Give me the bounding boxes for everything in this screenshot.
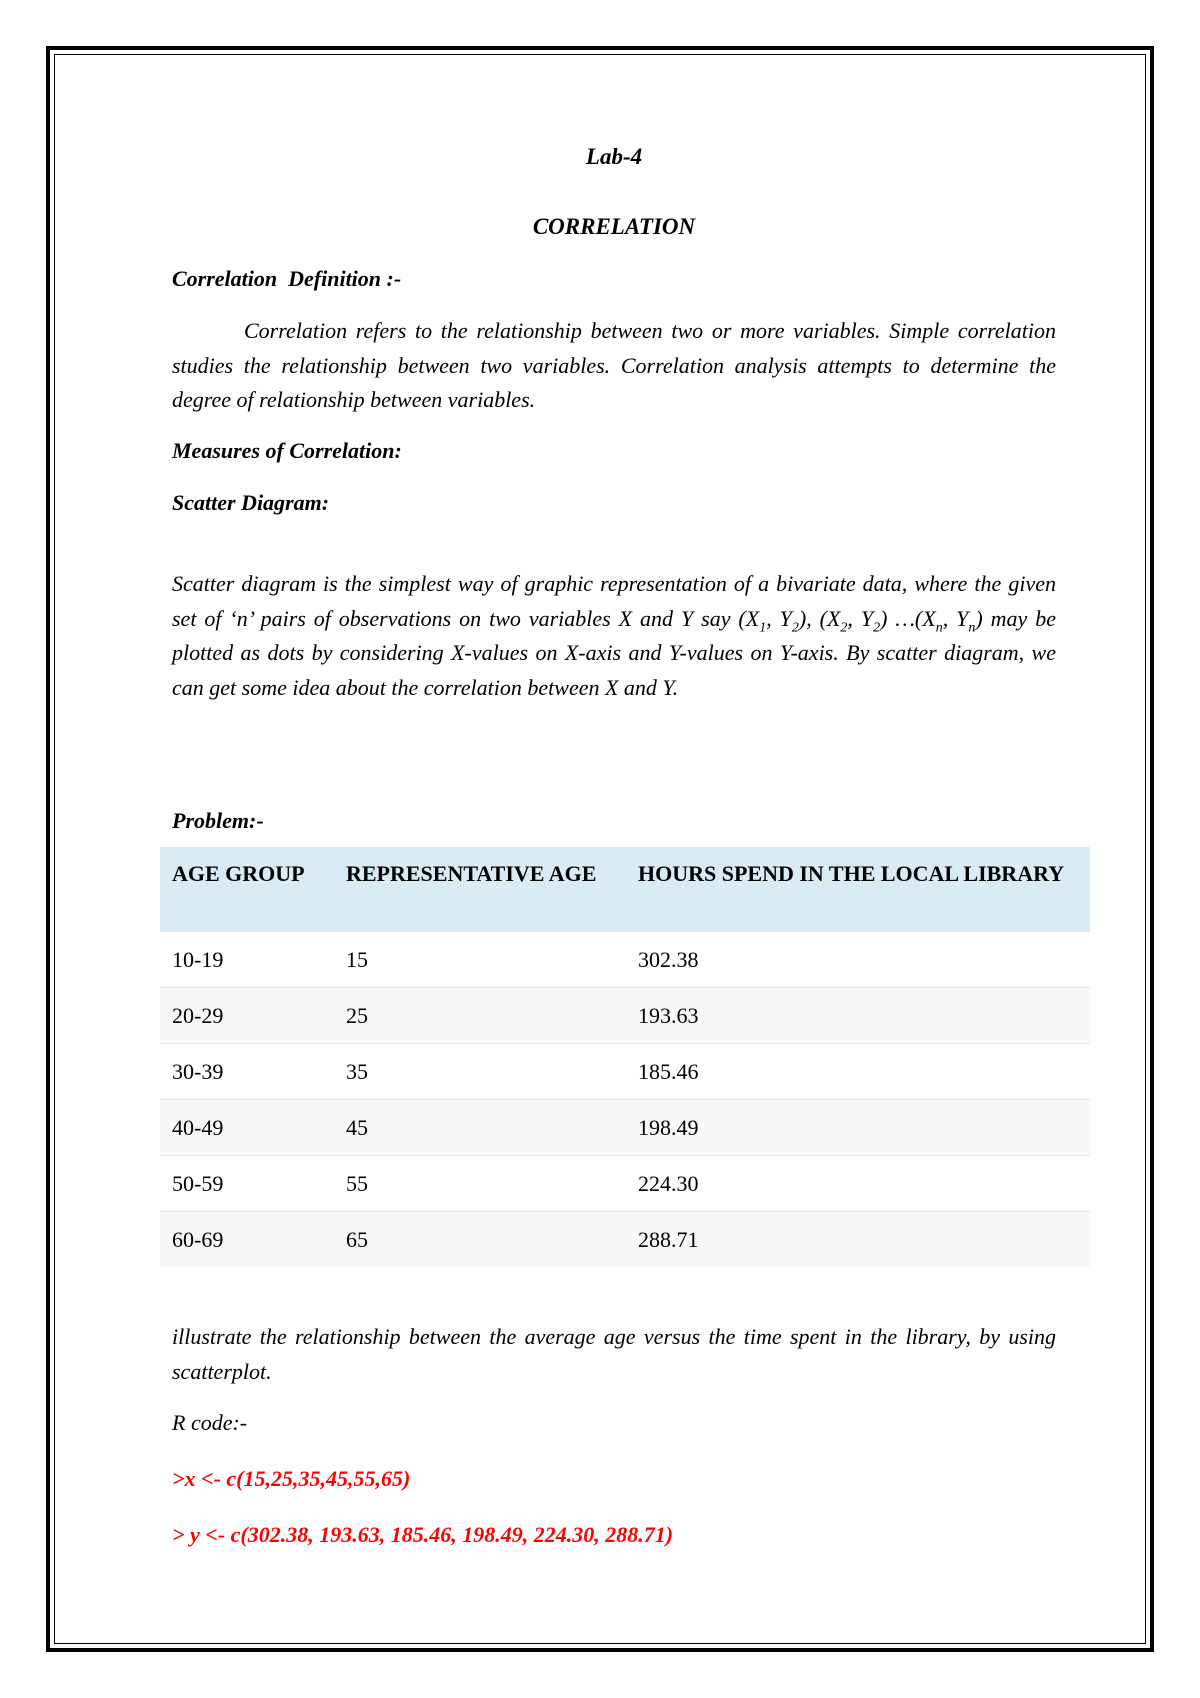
- topic-title: CORRELATION: [532, 214, 696, 239]
- table-header-row: [160, 847, 1090, 932]
- definition-text: Correlation refers to the relationship between two or more variables. Simple correlation studies the relationship between two variables. Correlation analysis attempts to determine the degree of relationship between variables.: [172, 318, 1056, 412]
- cell-representative-age: 35: [334, 1044, 626, 1100]
- table-row: [160, 1156, 1090, 1212]
- cell-hours: 288.71: [626, 1212, 1090, 1268]
- lab-title: Lab-4: [585, 144, 643, 169]
- header-representative-age: REPRESENTATIVE AGE: [334, 847, 626, 932]
- code-line-y: > y <- c(302.38, 193.63, 185.46, 198.49, 224.30, 288.71): [172, 1522, 674, 1547]
- age-hours-table: [160, 847, 1090, 1267]
- scatter-heading: Scatter Diagram:: [172, 490, 330, 515]
- rcode-label: R code:-: [172, 1410, 248, 1435]
- cell-hours: 198.49: [626, 1100, 1090, 1156]
- task-text: illustrate the relationship between the average age versus the time spent in the library, by using scatterplot.: [172, 1324, 1056, 1384]
- header-hours-spent: HOURS SPEND IN THE LOCAL LIBRARY: [626, 847, 1090, 932]
- cell-age-group: 10-19: [160, 932, 334, 988]
- header-age-group: AGE GROUP: [160, 847, 334, 932]
- table-row: [160, 988, 1090, 1044]
- cell-age-group: 20-29: [160, 988, 334, 1044]
- cell-hours: 302.38: [626, 932, 1090, 988]
- measures-heading: Measures of Correlation:: [172, 438, 402, 463]
- cell-hours: 224.30: [626, 1156, 1090, 1212]
- problem-heading: Problem:-: [172, 808, 264, 833]
- table-row: [160, 1044, 1090, 1100]
- code-line-x: >x <- c(15,25,35,45,55,65): [172, 1466, 411, 1491]
- table-row: [160, 1212, 1090, 1268]
- cell-age-group: 50-59: [160, 1156, 334, 1212]
- definition-heading: Correlation Definition :-: [172, 266, 402, 291]
- scatter-description: Scatter diagram is the simplest way of graphic representation of a bivariate data, where the given set of ‘n’ pairs of observations on two variables X and Y say ($X_1$, $Y_2$), ($X_2$, $Y_2$) $\dots(X_n$, $Y_n$) may be plotted as dots by considering X-values on X-axis and Y-values on Y-axis. By scatter diagram, we can get some idea about the correlation between X and Y.: [172, 571, 1056, 700]
- cell-age-group: 30-39: [160, 1044, 334, 1100]
- cell-age-group: 40-49: [160, 1100, 334, 1156]
- table-row: [160, 932, 1090, 988]
- cell-representative-age: 15: [334, 932, 626, 988]
- cell-representative-age: 45: [334, 1100, 626, 1156]
- cell-hours: 185.46: [626, 1044, 1090, 1100]
- table-row: [160, 1100, 1090, 1156]
- cell-representative-age: 55: [334, 1156, 626, 1212]
- cell-representative-age: 25: [334, 988, 626, 1044]
- cell-age-group: 60-69: [160, 1212, 334, 1268]
- cell-hours: 193.63: [626, 988, 1090, 1044]
- cell-representative-age: 65: [334, 1212, 626, 1268]
